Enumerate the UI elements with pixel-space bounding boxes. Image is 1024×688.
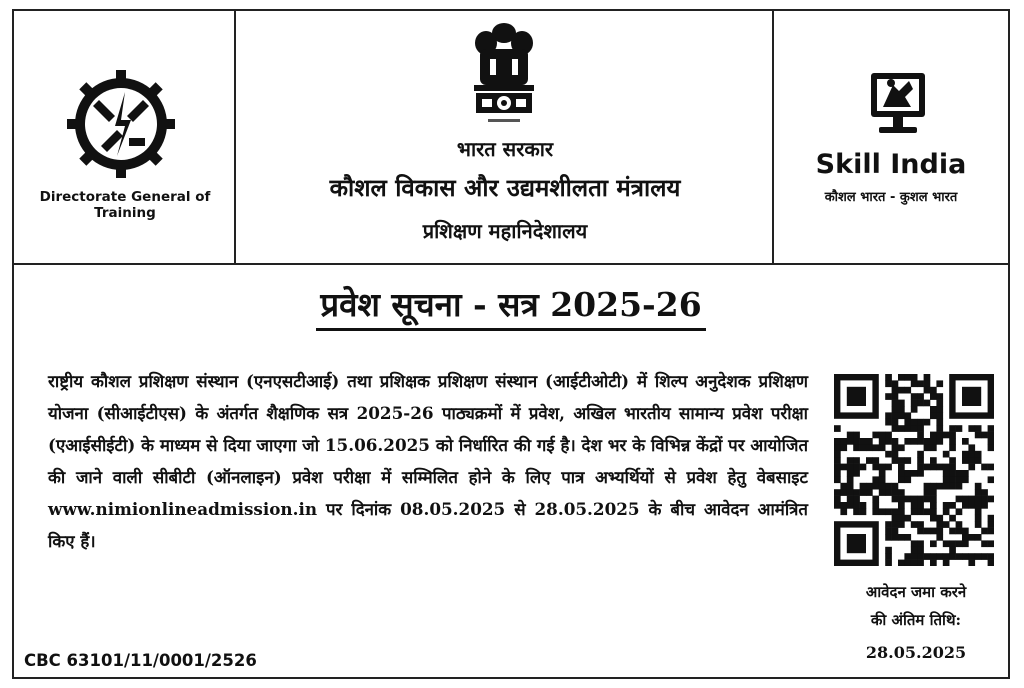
dgt-gear-lightning-icon [66, 69, 176, 179]
deadline-date: 28.05.2025 [865, 643, 967, 662]
notice-body-text: राष्ट्रीय कौशल प्रशिक्षण संस्थान (एनएसटीआई) तथा प्रशिक्षक प्रशिक्षण संस्थान (आईटीओटी) में शिल्प अनुदेशक प्रशिक्षण योजना (सीआईटीएस) के अंतर्गत शैक्षणिक सत्र 2025-26 पाठ्यक्रमों में प्रवेश, अखिल भारतीय सामान्य प्रवेश परीक्षा (एआईसीईटी) के माध्यम से दिया जाएगा जो 15.06.2025 को निर्धारित की गई है। देश भर के विभिन्न केंद्रों पर आयोजित की जाने वाली सीबीटी (ऑनलाइन) प्रवेश परीक्षा में सम्मिलित होने के लिए पात्र अभ्यर्थियों से प्रवेश हेतु वेबसाइट www.nimionlineadmission.in पर दिनांक 08.05.2025 से 28.05.2025 के बीच आवेदन आमंत्रित किए हैं। [48, 371, 809, 551]
gov-line-1: भारत सरकार [456, 137, 554, 161]
dgt-cell [14, 11, 236, 263]
notice-title [14, 281, 1008, 331]
notice-frame [12, 9, 1010, 679]
skill-india-tagline: कौशल भारत - कुशल भारत [824, 190, 958, 205]
header-row [14, 11, 1008, 265]
deadline-label-line1: आवेदन जमा करने [865, 583, 967, 601]
notice-title-text: प्रवेश सूचना - सत्र 2025-26 [316, 281, 705, 331]
government-cell [236, 11, 774, 263]
qr-code-icon [834, 374, 994, 566]
skill-india-cell [774, 11, 1008, 263]
national-emblem-icon [468, 19, 540, 131]
dgt-name: Directorate General of Training [39, 189, 211, 221]
skill-india-title: Skill India [815, 149, 967, 180]
cbc-code: CBC 63101/11/0001/2526 [24, 651, 257, 670]
directorate-name: प्रशिक्षण महानिदेशालय [422, 219, 588, 243]
skill-india-monitor-icon [869, 71, 927, 141]
notice-body [48, 365, 808, 557]
deadline-label-line2: की अंतिम तिथि: [870, 611, 962, 629]
ministry-name: कौशल विकास और उद्यमशीलता मंत्रालय [329, 173, 681, 202]
